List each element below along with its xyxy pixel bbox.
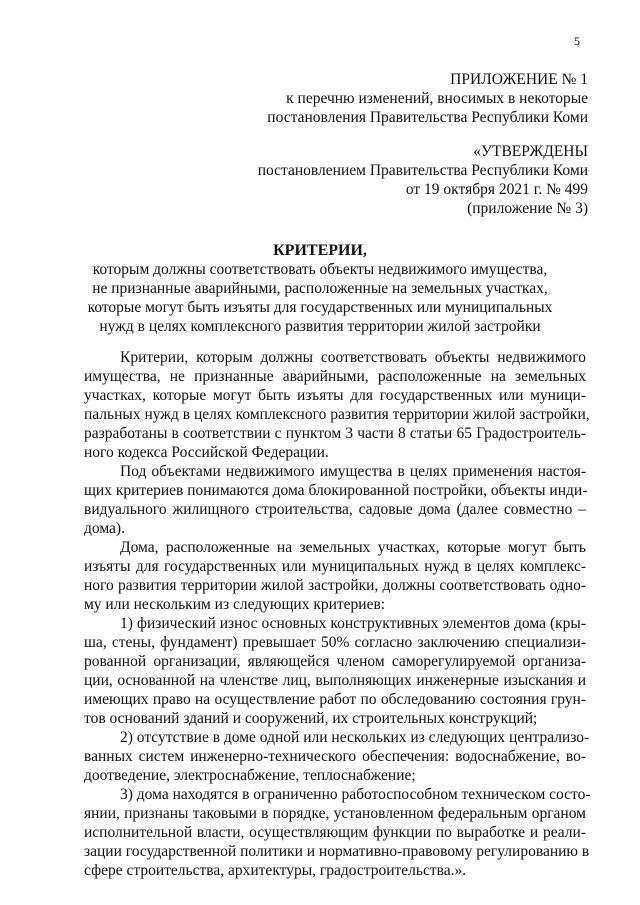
paragraph-line: видуального жилищного строительства, садовые дома (далее совместно – bbox=[84, 501, 586, 518]
paragraph-line: участках, которые могут быть изъяты для государственных или муници- bbox=[84, 387, 586, 404]
paragraph-line: ванных систем инженерно-технического обеспечения: водоснабжение, во- bbox=[84, 748, 586, 765]
approval-title: «УТВЕРЖДЕНЫ bbox=[473, 143, 588, 160]
page-number: 5 bbox=[574, 34, 580, 48]
appendix-header bbox=[267, 70, 588, 127]
paragraph-line: доотведение, электроснабжение, теплоснабжение; bbox=[84, 767, 416, 784]
paragraph-line: тов оснований зданий и сооружений, их строительных конструкций; bbox=[84, 710, 538, 727]
paragraph-line: исполнительной власти, осуществляющим функции по выработке и реали- bbox=[84, 824, 586, 841]
approval-block bbox=[258, 142, 588, 218]
paragraph bbox=[84, 462, 586, 538]
paragraph-line: дома). bbox=[84, 520, 125, 537]
paragraph-line: Под объектами недвижимого имущества в целях применения настоя- bbox=[120, 463, 586, 480]
paragraph bbox=[84, 614, 586, 728]
paragraph-line: Дома, расположенные на земельных участках, которые могут быть bbox=[120, 539, 586, 556]
appendix-line: постановления Правительства Республики Коми bbox=[267, 109, 588, 126]
document-title: КРИТЕРИИ, bbox=[273, 242, 367, 259]
paragraph-line: изъяты для государственных или муниципальных нужд в целях комплекс- bbox=[84, 558, 586, 575]
paragraph bbox=[84, 785, 591, 880]
subtitle-line: нужд в целях комплексного развития территории жилой застройки bbox=[99, 318, 541, 335]
paragraph-line: имеющих право на осуществление работ по обследованию состояния грун- bbox=[84, 691, 586, 708]
paragraph-line: зации государственной политики и нормативно-правовому регулированию в bbox=[84, 843, 590, 860]
paragraph-line: ша, стены, фундамент) превышает 50% согласно заключению специализи- bbox=[84, 634, 586, 651]
paragraph-line: 2) отсутствие в доме одной или нескольких из следующих централизо- bbox=[120, 729, 590, 746]
approval-line: постановлением Правительства Республики Коми bbox=[257, 162, 588, 179]
document-body bbox=[84, 348, 591, 880]
paragraph-line: сфере строительства, архитектуры, градостроительства.». bbox=[84, 862, 467, 879]
paragraph-line: янии, признаны таковыми в порядке, установленном федеральным органом bbox=[84, 805, 586, 822]
subtitle-line: которые могут быть изъяты для государственных или муниципальных bbox=[87, 299, 553, 316]
appendix-line: к перечню изменений, вносимых в некоторые bbox=[286, 90, 588, 107]
paragraph-line: ции, основанной на членстве лиц, выполняющих инженерные изыскания и bbox=[84, 672, 586, 689]
paragraph-line: 3) дома находятся в ограниченно работоспособном техническом состо- bbox=[120, 786, 591, 803]
paragraph-line: ного развития территории жилой застройки, должны соответствовать одно- bbox=[84, 577, 586, 594]
appendix-title: ПРИЛОЖЕНИЕ № 1 bbox=[450, 71, 588, 88]
paragraph-line: рованной организации, являющейся членом саморегулируемой организа- bbox=[84, 653, 586, 670]
paragraph-line: пальных нужд в целях комплексного развития территории жилой застройки, bbox=[84, 406, 590, 423]
paragraph-line: Критерии, которым должны соответствовать объекты недвижимого bbox=[120, 349, 586, 366]
subtitle-line: которым должны соответствовать объекты недвижимого имущества, bbox=[92, 261, 548, 278]
paragraph bbox=[84, 348, 590, 462]
paragraph-line: му или нескольким из следующих критериев: bbox=[84, 596, 386, 613]
paragraph bbox=[84, 728, 590, 785]
paragraph-line: щих критериев понимаются дома блокированной постройки, объекты инди- bbox=[84, 482, 588, 499]
paragraph-line: ного кодекса Российской Федерации. bbox=[84, 444, 329, 461]
approval-line: от 19 октября 2021 г. № 499 bbox=[405, 181, 588, 198]
approval-line: (приложение № 3) bbox=[467, 200, 588, 217]
document-subtitle bbox=[70, 260, 570, 336]
paragraph-line: имущества, не признанные аварийными, расположенные на земельных bbox=[84, 368, 586, 385]
subtitle-line: не признанные аварийными, расположенные на земельных участках, bbox=[92, 280, 548, 297]
paragraph bbox=[84, 538, 586, 614]
paragraph-line: 1) физический износ основных конструктивных элементов дома (кры- bbox=[120, 615, 586, 632]
paragraph-line: разработаны в соответствии с пунктом 3 части 8 статьи 65 Градостроитель- bbox=[84, 425, 586, 442]
